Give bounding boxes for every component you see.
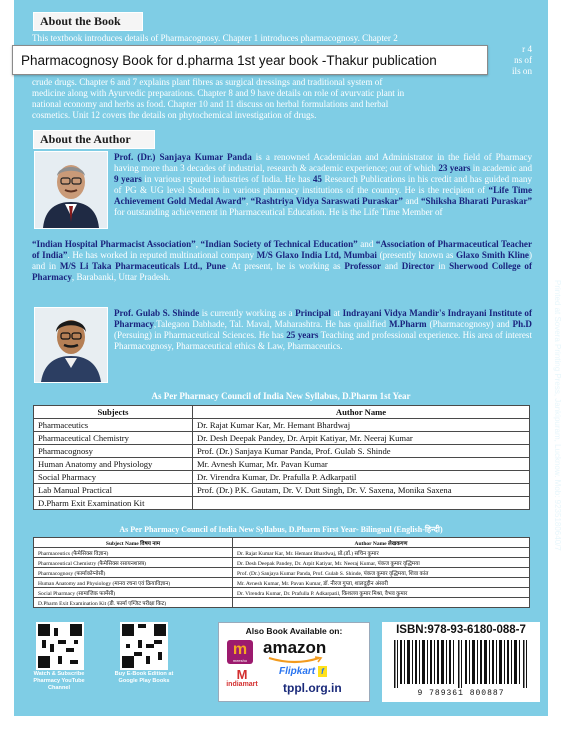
table-row: [34, 497, 530, 510]
author-1-bold-5: “Rashtriya Vidya Saraswati Puraskar”: [250, 195, 403, 206]
amazon-logo: amazon: [263, 638, 327, 657]
tppl-website: tppl.org.in: [283, 681, 342, 695]
author-1-bold-15: Sherwood College of Pharmacy: [32, 260, 532, 282]
bilingual-book-table: [33, 537, 530, 608]
table-row: [34, 458, 530, 471]
indiamart-icon: M: [236, 667, 248, 682]
column-header-subject: Subject Name विषय नाम: [34, 538, 233, 548]
author-1-bold-1: 23 years: [438, 162, 471, 173]
flipkart-icon: f: [318, 666, 327, 677]
author-1-bio-continued: [32, 239, 532, 283]
about-book-line-6: medicine along with Ayurvedic preparations. Chapter 8 and 9 have details on role of avurvatic plant in: [32, 87, 405, 98]
author-1-text-9: and: [357, 239, 376, 249]
meesho-label: meesho: [232, 658, 248, 663]
author-2-bold-2: Indrayani Vidya Mandir's Indrayani Institute of Pharmacy: [114, 308, 532, 329]
subject-cell: Pharmaceutical Chemistry (फैमेसिक्स रसायनशास्त्र): [34, 558, 233, 568]
author-1-bold-10: M/S Glaxo India Ltd, Mumbai: [256, 249, 377, 260]
author-1-text-8: ,: [195, 239, 201, 249]
subject-cell: Pharmacognosy (फार्माकोग्नोसी): [34, 568, 233, 578]
author-1-text-14: and: [381, 260, 402, 271]
subject-cell: Social Pharmacy (सामाजिक फार्मेसी): [34, 588, 233, 598]
author-1-bold-9: “Association of Pharmaceutical Teacher of India”: [32, 239, 533, 260]
author-1-text-13: . At present, he is working as: [225, 260, 345, 271]
subject-cell: Human Anatomy and Physiology: [34, 458, 193, 471]
table-header-row: [34, 406, 530, 419]
author-cell: Dr. Rajat Kumar Kar, Mr. Hemant Bhardwaj: [193, 419, 530, 432]
author-cell: Prof. (Dr.) P.K. Gautam, Dr. V. Dutt Singh, Dr. V. Saxena, Monika Saxena: [193, 484, 530, 497]
author-cell: Dr. Rajat Kumar Kar, Mr. Hemant Bhardwaj, प्रो.(डॉ.) सचिन कुमार: [233, 548, 530, 558]
available-on-heading: Also Book Available on:: [245, 626, 343, 636]
author-1-text-1: is a renowned Academician and Administrator in the field of Pharmacy having more than 3 decades of industrial, research & academic experience; out of which: [114, 152, 533, 173]
isbn-digits: 9 789361 800887: [417, 689, 505, 698]
author-cell: Mr. Avnesh Kumar, Mr. Pavan Kumar, डॉ. नीरज गुप्ता, शालदुद्दीन अंसारी: [233, 578, 530, 588]
book-back-cover: [14, 0, 562, 716]
author-2-text-2: at: [330, 308, 343, 318]
author-2-photo: [34, 307, 108, 383]
caption-overlay: [0, 45, 563, 77]
barcode-icon: [394, 640, 528, 688]
author-cell: Dr. Virendra Kumar, Dr. Prafulla P. Adkarpatil: [193, 471, 530, 484]
column-header-subjects: Subjects: [34, 406, 193, 419]
column-header-author: Author Name: [193, 406, 530, 419]
table-row: [34, 432, 530, 445]
author-2-bold-5: 25 years: [286, 329, 319, 340]
author-2-bold-4: Ph.D: [512, 318, 532, 329]
author-cell: Dr. Virendra Kumar, Dr. Prafulla P. Adkarpatil, किशलय कुमार मिश्रा, वैभव कुमार: [233, 588, 530, 598]
author-1-bold-12: M/S Li Taka Pharmaceuticals Ltd., Pune: [59, 260, 226, 271]
table-row: [34, 568, 530, 578]
author-1-text-6: and: [402, 195, 421, 206]
table-row: [34, 598, 530, 608]
google-play-qr-code: [120, 622, 168, 670]
subject-cell: Lab Manual Practical: [34, 484, 193, 497]
book-list-table: [33, 405, 530, 510]
author-1-bold-7: “Indian Hospital Pharmacist Association”: [32, 239, 196, 249]
author-cell: Dr. Desh Deepak Pandey, Dr. Arpit Katiyar, Mr. Neeraj Kumar, पंकज कुमार वृद्धिमया: [233, 558, 530, 568]
author-1-name: Prof. (Dr.) Sanjaya Kumar Panda: [114, 152, 252, 162]
table-row: [34, 558, 530, 568]
author-cell: Mr. Avnesh Kumar, Mr. Pavan Kumar: [193, 458, 530, 471]
author-1-text-3: in various reputed industries of India. He has: [141, 173, 313, 184]
table-row: [34, 548, 530, 558]
subject-cell: Pharmaceutics: [34, 419, 193, 432]
author-1-bold-8: “Indian Society of Technical Education”: [200, 239, 358, 249]
author-cell: Dr. Desh Deepak Pandey, Dr. Arpit Katiyar, Mr. Neeraj Kumar: [193, 432, 530, 445]
author-1-text-4: Research Publications in his credit and has guided many of PG & UG level Students in various pharmacy institutions of the country. He is the recipient of: [114, 173, 533, 195]
about-book-heading: About the Book: [33, 12, 143, 31]
amazon-smile-icon: [267, 656, 323, 664]
author-1-bold-13: Professor: [344, 260, 382, 271]
author-1-bold-11: Glaxo Smith Kline: [456, 249, 529, 260]
author-1-bold-6: “Shiksha Bharati Puraskar”: [421, 195, 532, 206]
author-1-bio: [114, 152, 532, 217]
author-2-bold-3: M.Pharm: [388, 318, 427, 329]
author-1-text-2: in academic and: [470, 162, 532, 173]
column-header-author: Author Name लेखकगण: [233, 538, 530, 548]
author-1-photo: [34, 151, 108, 229]
author-2-name: Prof. Gulab S. Shinde: [114, 308, 200, 318]
caption-text: Pharmacognosy Book for d.pharma 1st year book -Thakur publication: [12, 45, 488, 75]
author-cell: [193, 497, 530, 510]
author-2-text-5: (Persuing) in Pharmaceutical Sciences. He has: [114, 329, 287, 340]
subject-cell: Pharmaceutics (फैमेसिक्स विज्ञान): [34, 548, 233, 558]
subject-cell: Pharmacognosy: [34, 445, 193, 458]
author-cell: Prof. (Dr.) Sanjaya Kumar Panda, Prof. Gulab S. Shinde, पंकज कुमार वृद्धिमया, शिवा कांत: [233, 568, 530, 578]
meesho-icon: m: [232, 641, 248, 658]
youtube-qr-code: [36, 622, 84, 670]
indiamart-logo: [225, 668, 259, 688]
about-book-line-end-2: ns of: [514, 54, 532, 65]
subject-cell: D.Pharm Exit Examination Kit: [34, 497, 193, 510]
about-book-line-1: This textbook introduces details of Pharmacognosy. Chapter 1 introduces pharmacognosy. Chapter 2: [32, 33, 398, 43]
author-cell: [233, 598, 530, 608]
author-cell: Prof. (Dr.) Sanjaya Kumar Panda, Prof. Gulab S. Shinde: [193, 445, 530, 458]
about-book-line-5: crude drugs. Chapter 6 and 7 explains plant fibres as surgical dressings and traditional system of: [32, 76, 383, 87]
about-book-line-end-1: r 4: [522, 43, 532, 54]
author-1-bold-2: 9 years: [114, 173, 142, 184]
table-1-heading: As Per Pharmacy Council of India New Syllabus, D.Pharm 1st Year: [151, 391, 411, 401]
subject-cell: Social Pharmacy: [34, 471, 193, 484]
isbn-barcode-box: [382, 622, 540, 702]
table-row: [34, 419, 530, 432]
youtube-qr-label: Watch & Subscribe Pharmacy YouTube Channel: [33, 671, 85, 691]
author-1-text-7: for outstanding achievement in Pharmaceutical Education. He is the Life Time Member of: [114, 206, 443, 217]
author-1-text-16: , Barabanki, Uttar Pradesh.: [71, 271, 171, 282]
author-2-text-4: (Pharmacognosy) and: [426, 318, 513, 329]
table-row: [34, 588, 530, 598]
table-header-row: [34, 538, 530, 548]
table-2-heading: As Per Pharmacy Council of India New Syllabus, D.Pharm First Year- Bilingual (English-हिन्दी): [119, 525, 443, 534]
author-1-text-5: ,: [245, 195, 251, 206]
author-1-bold-14: Director: [401, 260, 435, 271]
subject-cell: Pharmaceutical Chemistry: [34, 432, 193, 445]
indiamart-label: indiamart: [226, 681, 258, 688]
meesho-logo: [227, 640, 253, 664]
table-row: [34, 578, 530, 588]
about-book-line-8: cosmetics. Unit 12 covers the details on phytochemical investigation of drugs.: [32, 109, 317, 120]
isbn-label: ISBN:978-93-6180-088-7: [396, 624, 526, 636]
author-2-bio: [114, 308, 532, 352]
about-book-line-end-3: ils on: [512, 65, 532, 76]
author-1-bold-4: “Life Time Achievement Gold Medal Award”: [114, 184, 532, 206]
author-1-text-15: in: [434, 260, 450, 271]
author-2-bold-1: Principal: [295, 308, 331, 318]
google-play-qr-label: Buy E-Book Edition at Google Play Books: [114, 671, 174, 684]
about-book-line-7: national economy and herbs as food. Chapter 10 and 11 discuss on herbal formulations and herbal: [32, 98, 389, 109]
author-1-bold-3: 45: [312, 173, 322, 184]
flipkart-logo: [279, 666, 327, 677]
author-2-text-6: Teaching and professional experience. His area of interest Pharmacognosy, Pharmaceutical ethics & Law, Pharmaceutics.: [114, 329, 532, 351]
author-1-text-11: (presently known as: [376, 249, 457, 260]
author-1-text-10: . He has worked in reputed multinational company: [67, 249, 257, 260]
author-1-text-12: ) and in: [32, 249, 532, 271]
about-author-heading: About the Author: [33, 130, 155, 149]
subject-cell: Human Anatomy and Physiology (मानव रचना एवं क्रियाविज्ञान): [34, 578, 233, 588]
flipkart-label: Flipkart: [279, 666, 316, 678]
subject-cell: D.Pharm Exit Examination Kit (डी. फार्मा एग्जिट परीक्षा किट): [34, 598, 233, 608]
available-on-box: [218, 622, 370, 702]
printer-vertical-text: Printed at Sovera Printing Press, Jankipuram, Lucknow. Mob: 9235180640/7: [553, 280, 562, 551]
table-row: [34, 445, 530, 458]
table-row: [34, 484, 530, 497]
author-2-text-1: is currently working as a: [199, 308, 296, 318]
author-2-text-3: ,Talegaon Dabhade, Tal. Maval, Maharashtra. He has qualified: [153, 318, 389, 329]
table-row: [34, 471, 530, 484]
